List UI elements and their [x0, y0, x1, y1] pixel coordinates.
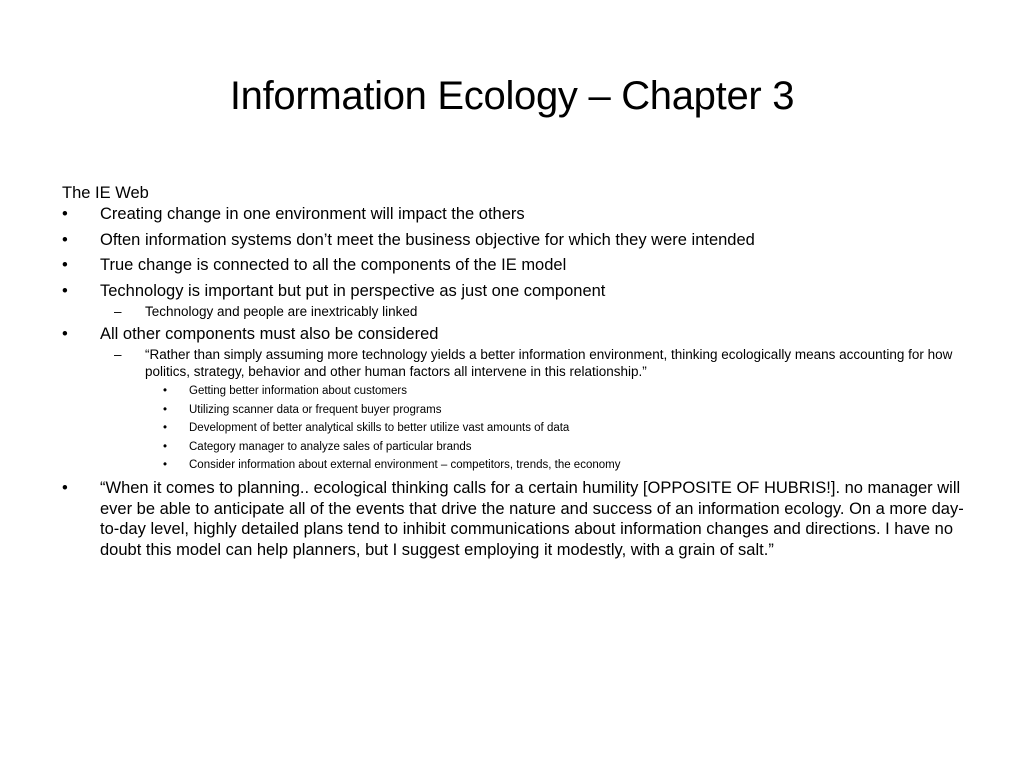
bullet-item [62, 478, 982, 560]
example-item [62, 440, 982, 455]
example-text: Consider information about external environment – competitors, trends, the economy [189, 459, 621, 471]
bullet-item [62, 231, 982, 251]
bullet-text: Technology is important but put in perspective as just one component [100, 281, 606, 300]
bullet-text: True change is connected to all the components of the IE model [100, 256, 567, 274]
bullet-mark: • [163, 422, 168, 434]
example-item [62, 458, 982, 473]
bullet-mark: • [62, 230, 68, 249]
bullet-item [62, 205, 982, 225]
bullet-mark: • [62, 324, 68, 343]
bullet-mark: • [62, 479, 68, 497]
sub-bullet-item [62, 304, 982, 321]
example-text: Development of better analytical skills to better utilize vast amounts of data [189, 422, 570, 434]
dash-mark: – [114, 347, 122, 362]
bullet-mark: • [163, 440, 168, 453]
bullet-text: Creating change in one environment will impact the others [100, 205, 525, 223]
bullet-text: All other components must also be considered [100, 324, 439, 343]
bullet-text: “When it comes to planning.. ecological thinking calls for a certain humility [OPPOSITE OF HUBRIS!]. no manager will ever be able to anticipate all of the events that drive the nature and success of an information ecology. On a more day-to-day level, highly detailed plans tend to inhibit communications about information changes and directions. I have no doubt this model can help planners, but I suggest employing it modestly, with a grain of salt.” [100, 479, 964, 559]
example-item [62, 421, 982, 436]
bullet-mark: • [62, 256, 68, 274]
bullet-item [62, 256, 982, 276]
bullet-item [62, 282, 982, 302]
section-heading: The IE Web [62, 184, 149, 202]
sub-bullet-text: Technology and people are inextricably linked [145, 304, 418, 319]
bullet-text: Often information systems don’t meet the business objective for which they were intended [100, 230, 755, 249]
example-text: Getting better information about customers [189, 385, 407, 397]
slide-title: Information Ecology – Chapter 3 [229, 74, 795, 118]
bullet-mark: • [62, 281, 68, 300]
sub-bullet-item [62, 347, 982, 380]
example-text: Utilizing scanner data or frequent buyer programs [189, 403, 442, 416]
sub-bullet-text: “Rather than simply assuming more technology yields a better information environment, thinking ecologically means accounting for how politics, strategy, behavior and other human factors all intervene in this relationship.” [145, 347, 953, 379]
example-text: Category manager to analyze sales of particular brands [189, 440, 472, 453]
bullet-mark: • [163, 403, 168, 416]
bullet-mark: • [163, 385, 168, 397]
bullet-item [62, 325, 982, 345]
example-item [62, 403, 982, 418]
bullet-mark: • [62, 205, 68, 223]
slide-body [62, 181, 982, 566]
example-item [62, 384, 982, 399]
bullet-mark: • [163, 459, 168, 471]
dash-mark: – [114, 304, 122, 319]
